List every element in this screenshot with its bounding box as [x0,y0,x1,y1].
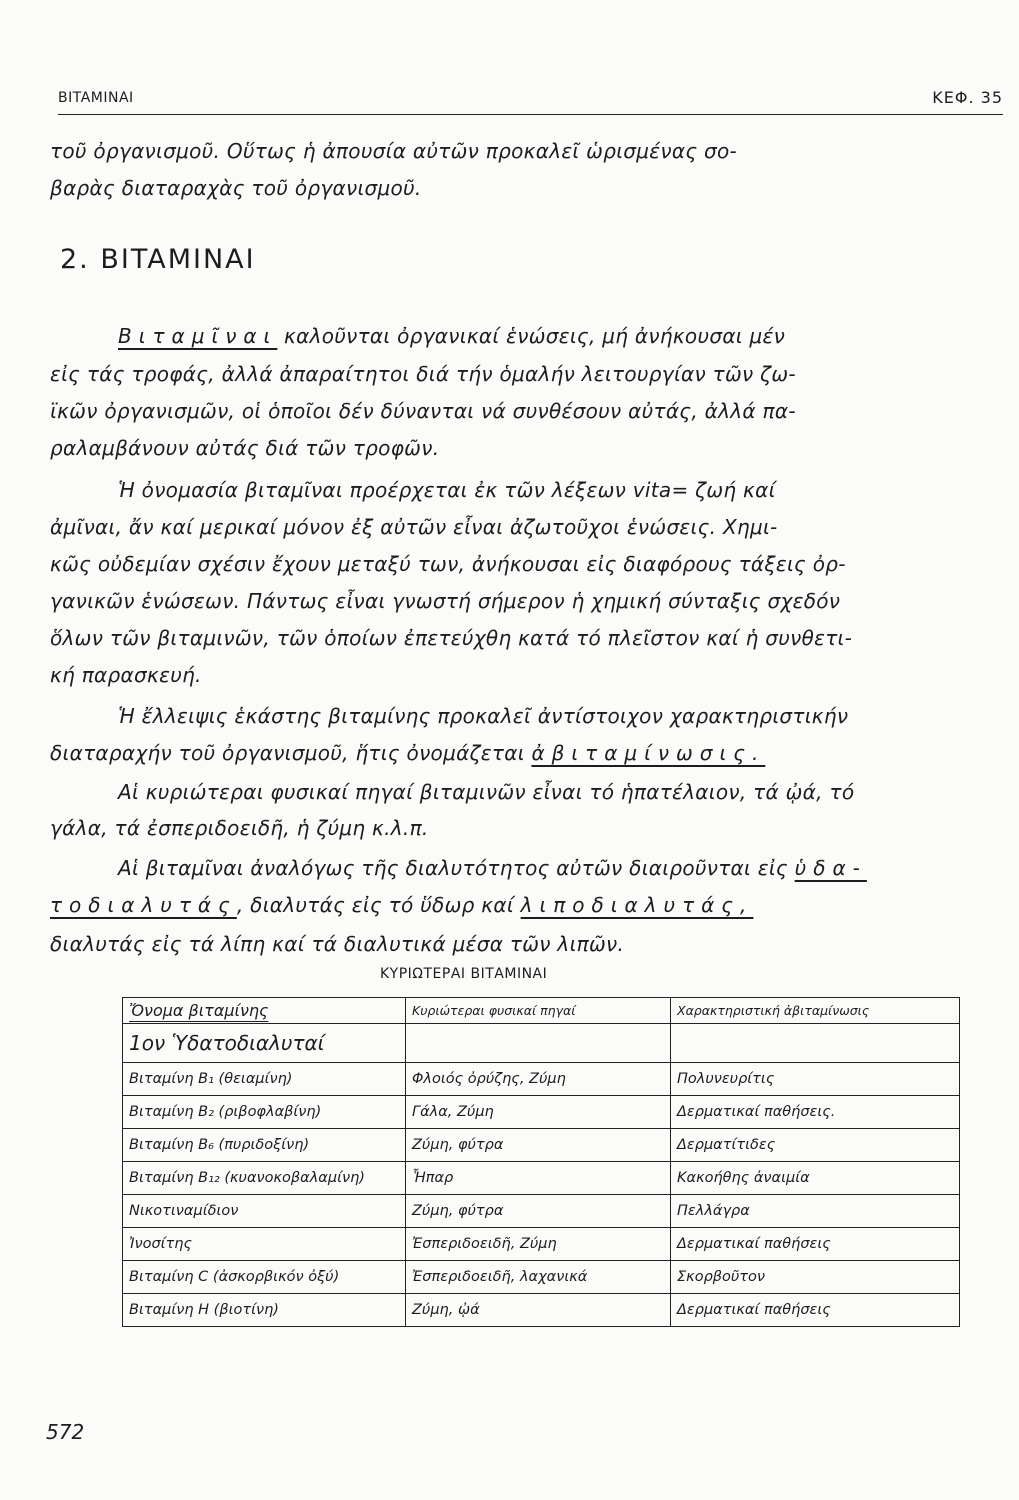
table-cell: Βιταμίνη B₁ (θειαμίνη) [123,1063,406,1096]
p5-line-1 [118,855,1008,881]
table-row [123,1261,960,1294]
table-cell: Ἰνοσίτης [123,1228,406,1261]
table-cell: Δερματικαί παθήσεις [671,1228,960,1261]
table-row [123,1228,960,1261]
header-cell: Χαρακτηριστική ἀβιταμίνωσις [671,998,960,1024]
table-cell: Δερματικαί παθήσεις. [671,1096,960,1129]
intro-line-2: βαρὰς διαταραχὰς τοῦ ὀργανισμοῦ. [50,176,422,200]
table-row [123,1162,960,1195]
table-cell: Γάλα, Ζύμη [406,1096,671,1129]
table-group-row [123,1024,960,1063]
term-hydrosoluble-start: ὑδα- [794,856,867,880]
table-cell: Φλοιός ὀρύζης, Ζύμη [406,1063,671,1096]
table-cell: Ζύμη, ᾠά [406,1294,671,1327]
p5-line-1-text: Αἱ βιταμῖναι ἀναλόγως τῆς διαλυτότητος αὐτῶν διαιροῦνται εἰς [118,856,788,880]
table-cell: Βιταμίνη B₂ (ριβοφλαβίνη) [123,1096,406,1129]
table-cell [406,1024,671,1063]
p4-line-2: γάλα, τά ἐσπεριδοειδῆ, ἡ ζύμη κ.λ.π. [50,816,429,840]
table-cell: Κακοήθης ἀναιμία [671,1162,960,1195]
term-avitaminosis: ἀβιταμίνωσις. [531,741,766,765]
vitamin-table [122,997,960,1327]
p4-line-1: Αἱ κυριώτεραι φυσικαί πηγαί βιταμινῶν εἶναι τό ἡπατέλαιον, τά ᾠά, τό [118,780,855,804]
intro-line-1: τοῦ ὀργανισμοῦ. Οὕτως ἡ ἀπουσία αὐτῶν προκαλεῖ ὡρισμένας σο- [50,139,738,163]
table-row [123,1063,960,1096]
term-hydrosoluble-end: τοδιαλυτάς [50,893,237,917]
p1-line-3: ϊκῶν ὀργανισμῶν, οἱ ὁποῖοι δέν δύνανται νά συνθέσουν αὐτάς, ἀλλά πα- [50,399,796,423]
p3-line-1: Ἡ ἔλλειψις ἑκάστης βιταμίνης προκαλεῖ ἀντίστοιχον χαρακτηριστικήν [118,704,849,728]
section-heading: 2. BITAMINAI [60,244,256,275]
table-cell [671,1024,960,1063]
table-cell: Ἐσπεριδοειδῆ, Ζύμη [406,1228,671,1261]
group-label: 1ον Ὑδατοδιαλυταί [123,1024,406,1063]
table-cell: Ζύμη, φύτρα [406,1195,671,1228]
p5-line-2-mid: , διαλυτάς εἰς τό ὕδωρ καί [236,893,514,917]
p2-line-2: ἀμῖναι, ἄν καί μερικαί μόνον ἐξ αὐτῶν εἶναι ἀζωτοῦχοι ἑνώσεις. Χημι- [50,515,778,539]
table-header-row [123,998,960,1024]
p2-line-4: γανικῶν ἑνώσεων. Πάντως εἶναι γνωστή σήμερον ἡ χημική σύνταξις σχεδόν [50,589,841,613]
table-cell: Πολυνευρίτις [671,1063,960,1096]
table-cell: Πελλάγρα [671,1195,960,1228]
table-row [123,1195,960,1228]
table-cell: Βιταμίνη H (βιοτίνη) [123,1294,406,1327]
header-cell: Κυριώτεραι φυσικαί πηγαί [406,998,671,1024]
table-row [123,1096,960,1129]
p2-line-6: κή παρασκευή. [50,663,202,687]
table-title: ΚΥΡΙΩΤΕΡΑΙ ΒΙΤΑΜΙΝΑΙ [380,966,548,982]
p5-line-3: διαλυτάς εἰς τά λίπη καί τά διαλυτικά μέσα τῶν λιπῶν. [50,932,625,956]
table-cell: Δερματίτιδες [671,1129,960,1162]
p2-line-5: ὅλων τῶν βιταμινῶν, τῶν ὁποίων ἐπετεύχθη κατά τό πλεῖστον καί ἡ συνθετι- [50,626,853,650]
table-cell: Βιταμίνη B₆ (πυριδοξίνη) [123,1129,406,1162]
table-cell: Βιταμίνη B₁₂ (κυανοκοβαλαμίνη) [123,1162,406,1195]
header-title: BITAMINAI [58,90,134,106]
table-cell: Ἧπαρ [406,1162,671,1195]
table-row [123,1294,960,1327]
table-cell: Δερματικαί παθήσεις [671,1294,960,1327]
p1-line-4: ραλαμβάνουν αὐτάς διά τῶν τροφῶν. [50,436,440,460]
table-cell: Σκορβοῦτον [671,1261,960,1294]
p3-line-2-text: διαταραχήν τοῦ ὀργανισμοῦ, ἥτις ὀνομάζεται [50,741,525,765]
table-cell: Ἐσπεριδοειδῆ, λαχανικά [406,1261,671,1294]
chapter-label: ΚΕΦ. 35 [932,88,1003,107]
table-cell: Βιταμίνη C (ἀσκορβικόν ὀξύ) [123,1261,406,1294]
header-cell: Ὄνομα βιταμίνης [123,998,406,1024]
p1-line-1-rest: καλοῦνται ὀργανικαί ἑνώσεις, μή ἀνήκουσαι μέν [284,324,786,348]
p3-line-2 [50,740,1010,766]
table-row [123,1129,960,1162]
p2-line-1: Ἡ ὀνομασία βιταμῖναι προέρχεται ἐκ τῶν λέξεων vita= ζωή καί [118,478,776,502]
table-cell: Ζύμη, φύτρα [406,1129,671,1162]
p1-line-2: εἰς τάς τροφάς, ἀλλά ἀπαραίτητοι διά τήν ὁμαλήν λειτουργίαν τῶν ζω- [50,362,796,386]
term-liposoluble: λιποδιαλυτάς, [520,893,754,917]
page-number: 572 [46,1420,85,1444]
running-header [58,90,1003,115]
table-cell: Νικοτιναμίδιον [123,1195,406,1228]
term-vitamins: Βιταμῖναι [118,324,278,348]
p1-line-1 [118,323,1008,349]
p5-line-2 [50,892,1010,918]
p2-line-3: κῶς οὐδεμίαν σχέσιν ἔχουν μεταξύ των, ἀνήκουσαι εἰς διαφόρους τάξεις ὀρ- [50,552,846,576]
